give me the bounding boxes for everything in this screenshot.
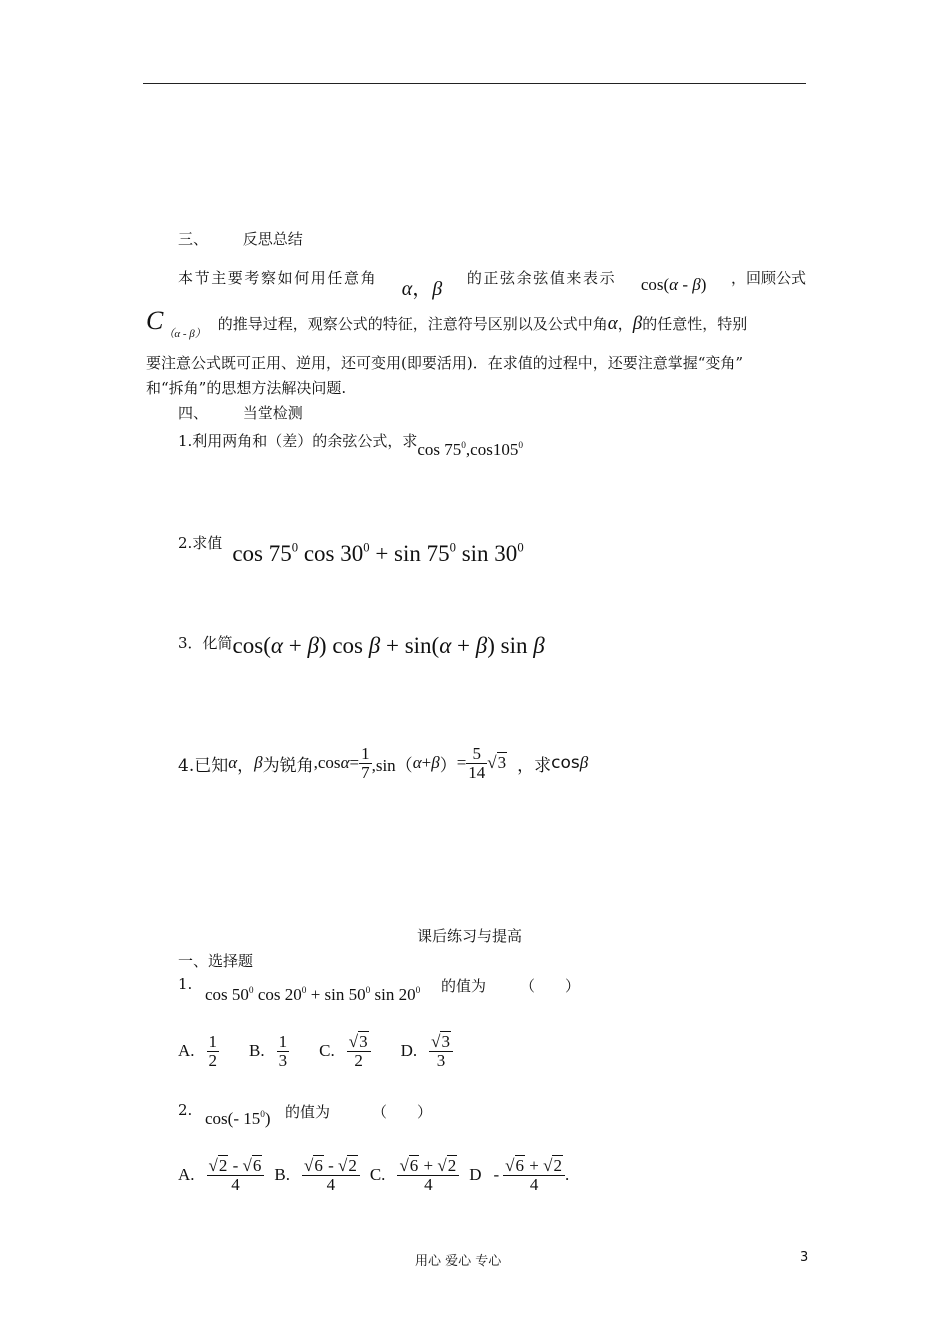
question-text: ，求 [517, 755, 552, 776]
degree-superscript: 0 [363, 540, 370, 555]
alpha-symbol: α [340, 753, 350, 773]
p2-formula [205, 1109, 271, 1129]
problem-text: 的值为 [285, 1103, 331, 1121]
option-c-value [347, 1033, 371, 1070]
math-text: ） [439, 755, 457, 775]
math-text: cos [551, 753, 580, 774]
beta-symbol: β [368, 633, 381, 658]
fraction-five-fourteenths [466, 745, 487, 782]
sqrt-3: √3 [487, 753, 507, 773]
sqrt: √6 [303, 1156, 323, 1175]
sqrt-3: √3 [431, 1032, 450, 1051]
footer-slogan: 用心 爱心 专心 [415, 1254, 502, 1269]
degree-superscript: 0 [518, 441, 524, 451]
math-text: ) cos [318, 633, 369, 658]
degree-superscript: 0 [449, 540, 456, 555]
question-text: 3．化简 [178, 634, 233, 652]
sqrt: √6 [242, 1156, 262, 1175]
operator: - [323, 1156, 338, 1175]
numerator: 1 [208, 1032, 218, 1051]
comma: ， [237, 755, 255, 776]
paragraph-text: 的任意性，特别 [642, 315, 748, 333]
sqrt: √2 [437, 1156, 457, 1175]
math-text: cos(- 15 [205, 1109, 261, 1128]
beta-symbol: β [432, 278, 443, 300]
comma: ， [617, 315, 633, 333]
math-text: cos 30 [298, 541, 364, 566]
option-d-value [429, 1033, 453, 1070]
p1-formula [205, 985, 420, 1005]
beta-symbol: β [579, 753, 589, 773]
degree-superscript: 0 [461, 441, 466, 451]
equals: = [349, 753, 360, 773]
radicand: 2 [553, 1156, 562, 1175]
section3-line1 [178, 254, 806, 301]
option-b-value [277, 1033, 290, 1070]
math-text: cos( [640, 274, 670, 294]
denominator: 4 [231, 1174, 240, 1194]
denominator: 3 [278, 1050, 288, 1070]
beta-symbol: β [254, 753, 263, 773]
sqrt: √2 [543, 1156, 562, 1175]
sqrt: √6 [399, 1156, 419, 1175]
denominator: 3 [436, 1050, 446, 1070]
equals: = [456, 753, 467, 773]
radicand: 2 [348, 1156, 357, 1175]
math-text: （α - β） [163, 328, 206, 340]
section3-heading [178, 228, 303, 249]
plus: + [282, 633, 308, 658]
beta-symbol: β [692, 274, 701, 294]
math-text: cos 75 [417, 440, 462, 459]
plus: + [380, 633, 405, 658]
degree-superscript: 0 [517, 540, 524, 555]
plus: + [421, 753, 432, 773]
math-text: cos 20 [253, 985, 302, 1004]
beta-symbol: β [533, 633, 545, 658]
degree-superscript: 0 [291, 540, 299, 555]
negative-sign: - [493, 1165, 500, 1185]
math-text: cos 50 [205, 985, 249, 1004]
math-text: sin 75 [394, 541, 450, 566]
beta-symbol: β [475, 633, 488, 658]
c-formula-symbol [146, 306, 206, 341]
option-c-label: C. [369, 1165, 386, 1185]
section4-heading [178, 402, 303, 423]
denominator: 2 [208, 1050, 218, 1070]
sqrt: √2 [208, 1156, 228, 1175]
sqrt: √2 [338, 1156, 357, 1175]
plus: + [306, 985, 325, 1004]
page-number: 3 [800, 1250, 809, 1265]
radicand: 3 [359, 1032, 368, 1051]
degree-superscript: 0 [365, 986, 371, 996]
denominator: 7 [361, 762, 370, 782]
paragraph-text: 和“拆角”的思想方法解决问题. [146, 379, 347, 397]
option-d-label: D [469, 1165, 482, 1185]
denominator: 4 [529, 1174, 539, 1194]
question-4 [178, 745, 588, 782]
radicand: 3 [497, 753, 507, 773]
sqrt-3: √3 [348, 1032, 368, 1051]
option-d-value [503, 1157, 565, 1194]
option-a-value [207, 1033, 220, 1070]
fraction-one-seventh [359, 745, 372, 782]
degree-superscript: 0 [301, 986, 307, 996]
option-d-label: D. [400, 1041, 418, 1061]
plus: + [451, 633, 476, 658]
radicand: 6 [314, 1156, 323, 1175]
question-text: 1.利用两角和（差）的余弦公式，求 [178, 432, 418, 450]
option-a-value [207, 1157, 265, 1194]
alpha-symbol: α [439, 633, 452, 658]
denominator: 2 [354, 1050, 363, 1070]
paragraph-text: 本节主要考察如何用任意角 [178, 269, 378, 287]
math-text: cos( [232, 633, 271, 658]
alpha-symbol: α [270, 633, 283, 658]
problem-number: 1. [178, 975, 193, 993]
paragraph-text: ，回顾公式 [730, 269, 806, 287]
problem-text: 的值为 [441, 977, 487, 995]
math-text: ,sin（ [371, 755, 413, 775]
math-text: sin 30 [455, 541, 518, 566]
question-2 [178, 528, 524, 566]
q3-formula [233, 633, 545, 658]
question-3 [178, 628, 545, 658]
section-number: 四、 [178, 404, 209, 422]
math-text: C [146, 306, 164, 335]
q1-formula [417, 440, 523, 459]
paragraph-text: 的正弦余弦值来表示 [466, 269, 617, 287]
degree-superscript: 0 [260, 1110, 265, 1120]
comma: ， [412, 276, 433, 300]
degree-superscript: 0 [248, 986, 254, 996]
question-1 [178, 430, 524, 459]
question-text: 4.已知 [178, 755, 229, 776]
p1-options [178, 1033, 453, 1070]
numerator: 1 [278, 1032, 288, 1051]
option-c-label: C. [319, 1041, 335, 1061]
operator: + [419, 1156, 438, 1175]
section-number: 三、 [178, 230, 209, 248]
header-rule [143, 83, 806, 84]
operator: + [525, 1156, 544, 1175]
question-text: 2.求值 [178, 534, 223, 552]
math-text: ,cos [313, 753, 341, 773]
option-b-label: B. [249, 1041, 265, 1061]
radicand: 6 [515, 1156, 525, 1175]
option-a-label: A. [178, 1165, 195, 1185]
alpha-symbol: α [228, 753, 238, 773]
answer-blank: （ ） [520, 977, 581, 995]
alpha-symbol: α [401, 278, 413, 300]
operator: - [228, 1156, 243, 1175]
beta-symbol: β [632, 312, 643, 334]
math-text: sin 20 [370, 985, 416, 1004]
denominator: 14 [468, 762, 486, 782]
p2-options [178, 1157, 569, 1194]
math-text: ) sin [487, 633, 534, 658]
math-text: ) [700, 274, 707, 294]
paragraph-text: 的推导过程，观察公式的特征，注意符号区别以及公式中角 [217, 315, 608, 333]
period: . [564, 1165, 570, 1185]
alpha-symbol: α [669, 274, 679, 294]
section-title: 当堂检测 [242, 404, 303, 422]
sqrt: √6 [505, 1156, 525, 1175]
denominator: 4 [424, 1174, 433, 1194]
section-title: 反思总结 [242, 230, 303, 248]
radicand: 2 [218, 1156, 228, 1175]
math-text: sin( [404, 633, 440, 658]
plus: + [369, 541, 395, 566]
paragraph-text: 要注意公式既可正用、逆用，还可变用(即要活用)．在求值的过程中，还要注意掌握“变角” [146, 354, 744, 372]
math-text: ,cos105 [465, 440, 519, 459]
radicand: 2 [447, 1156, 457, 1175]
section3-line2 [146, 306, 806, 341]
beta-symbol: β [431, 753, 440, 773]
numerator: 5 [466, 745, 487, 764]
answer-blank: （ ） [372, 1103, 433, 1121]
part-heading: 一、选择题 [178, 952, 254, 970]
option-b-label: B. [274, 1165, 290, 1185]
problem-number: 2. [178, 1101, 193, 1119]
alpha-symbol: α [412, 753, 422, 773]
beta-symbol: β [307, 633, 319, 658]
degree-superscript: 0 [415, 986, 421, 996]
minus: - [678, 274, 693, 294]
option-c-value [397, 1157, 459, 1194]
question-text: 为锐角 [262, 755, 314, 776]
option-b-value [302, 1157, 360, 1194]
alpha-symbol: α [607, 312, 618, 334]
radicand: 3 [441, 1032, 450, 1051]
radicand: 6 [252, 1156, 262, 1175]
math-text: sin 50 [324, 985, 366, 1004]
numerator: 1 [361, 744, 370, 763]
cos-alpha-minus-beta [641, 275, 707, 295]
denominator: 4 [326, 1174, 336, 1194]
math-text: cos 75 [232, 541, 292, 566]
q2-formula [232, 541, 523, 566]
radicand: 6 [409, 1156, 419, 1175]
math-text: ) [264, 1109, 271, 1128]
practice-title: 课后练习与提高 [417, 927, 523, 945]
option-a-label: A. [178, 1041, 195, 1061]
